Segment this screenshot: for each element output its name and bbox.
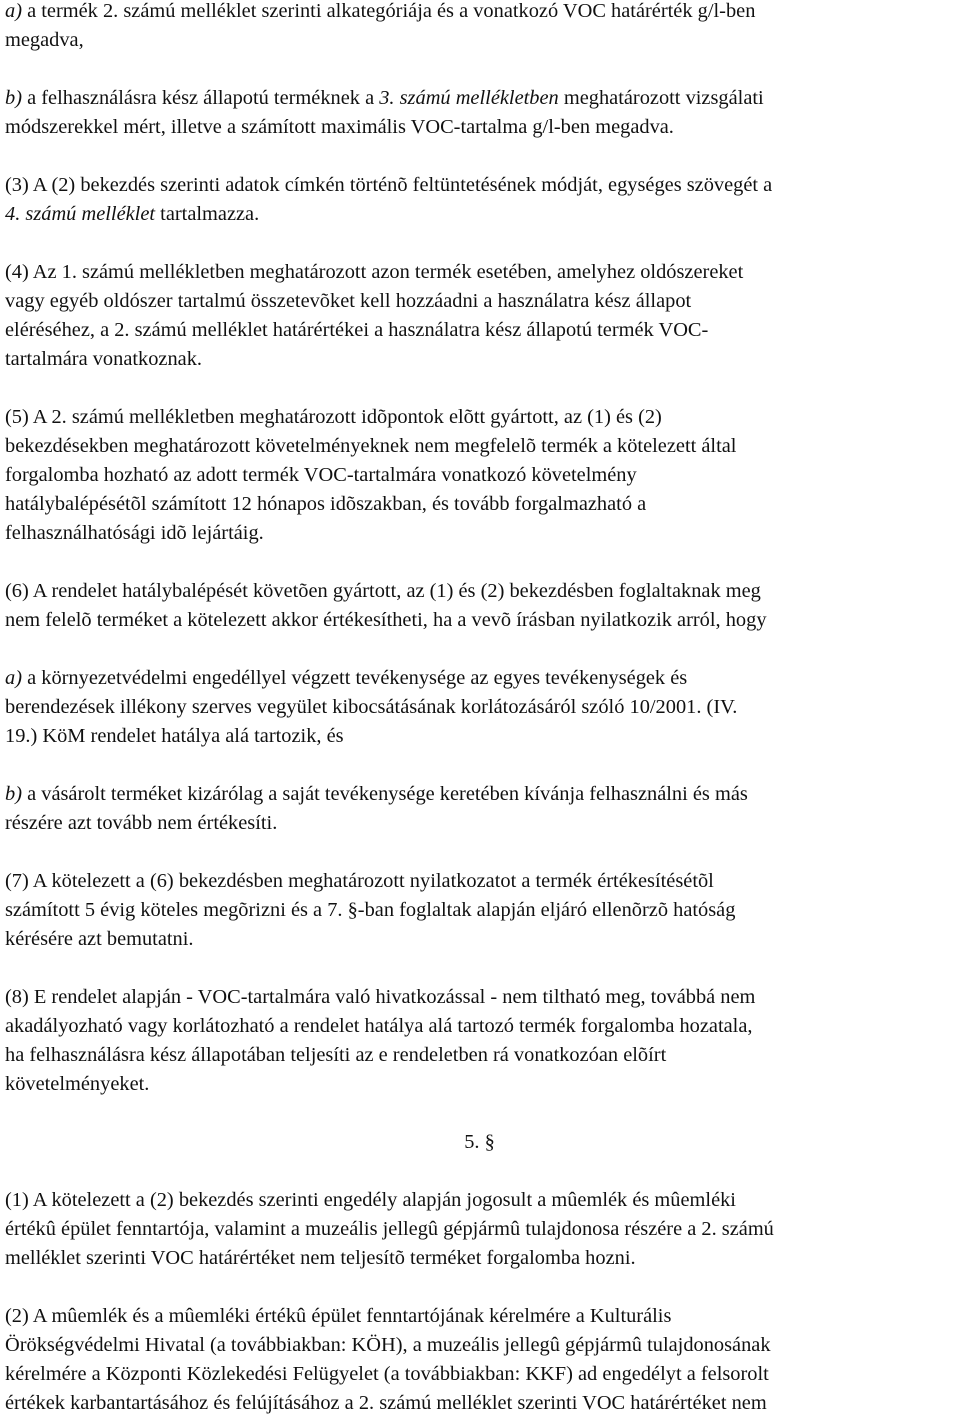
paragraph-4 bbox=[5, 258, 954, 374]
paragraph-3 bbox=[5, 171, 954, 229]
text-line: akadályozható vagy korlátozható a rendelet hatálya alá tartozó termék forgalomba hozatala, bbox=[5, 1015, 753, 1037]
item-marker: b) bbox=[5, 783, 22, 805]
text-line: módszerekkel mért, illetve a számított maximális VOC-tartalma g/l-ben megadva. bbox=[5, 116, 674, 138]
text-line: Örökségvédelmi Hivatal (a továbbiakban: KÖH), a muzeális jellegû gépjármû tulajdonosának bbox=[5, 1334, 771, 1356]
text-line bbox=[5, 780, 954, 809]
text-line: eléréséhez, a 2. számú melléklet határértékei a használatra kész állapotú termék VOC- bbox=[5, 319, 709, 341]
item-marker: b) bbox=[5, 87, 22, 109]
text-line: 19.) KöM rendelet hatálya alá tartozik, és bbox=[5, 725, 344, 747]
text-line bbox=[5, 200, 954, 229]
text-line: (4) Az 1. számú mellékletben meghatározott azon termék esetében, amelyhez oldószereket bbox=[5, 261, 744, 283]
text-line: (8) E rendelet alapján - VOC-tartalmára való hivatkozással - nem tiltható meg, továbbá nem bbox=[5, 986, 756, 1008]
text-line bbox=[5, 0, 954, 26]
text-line: kérelmére a Központi Közlekedési Felügyelet (a továbbiakban: KKF) ad engedélyt a felsorolt bbox=[5, 1363, 769, 1385]
text-span: a környezetvédelmi engedéllyel végzett tevékenysége az egyes tevékenységek és bbox=[22, 667, 688, 689]
text-line: nem felelõ terméket a kötelezett akkor értékesítheti, ha a vevõ írásban nyilatkozik arról, hogy bbox=[5, 609, 767, 631]
text-line: hatálybalépésétõl számított 12 hónapos idõszakban, és tovább forgalmazható a bbox=[5, 493, 647, 515]
paragraph-7 bbox=[5, 867, 954, 954]
paragraph-5-2 bbox=[5, 1302, 954, 1418]
text-line: ha felhasználásra kész állapotában teljesíti az e rendeletben rá vonatkozóan elõírt bbox=[5, 1044, 667, 1066]
paragraph-b-voc-tartalom bbox=[5, 84, 954, 142]
text-line: vagy egyéb oldószer tartalmú összetevõket kell hozzáadni a használatra kész állapot bbox=[5, 290, 692, 312]
paragraph-6a bbox=[5, 664, 954, 751]
text-line: bekezdésekben meghatározott követelményeknek nem megfelelõ termék a kötelezett által bbox=[5, 435, 737, 457]
reference-italic: 4. számú melléklet bbox=[5, 203, 156, 225]
text-span: tartalmazza. bbox=[155, 203, 260, 225]
paragraph-a-alkategoria bbox=[5, 0, 954, 55]
text-span: meghatározott vizsgálati bbox=[558, 87, 764, 109]
text-line: részére azt tovább nem értékesíti. bbox=[5, 812, 278, 834]
text-line bbox=[5, 664, 954, 693]
text-line: forgalomba hozható az adott termék VOC-tartalmára vonatkozó követelmény bbox=[5, 464, 637, 486]
text-line: (6) A rendelet hatálybalépését követõen gyártott, az (1) és (2) bekezdésben foglaltaknak meg bbox=[5, 580, 761, 602]
paragraph-5 bbox=[5, 403, 954, 548]
text-line: értékû épület fenntartója, valamint a muzeális jellegû gépjármû tulajdonosa részére a 2. számú bbox=[5, 1218, 774, 1240]
text-span: a felhasználásra kész állapotú terméknek a bbox=[22, 87, 380, 109]
text-line: (7) A kötelezett a (6) bekezdésben meghatározott nyilatkozatot a termék értékesítésétõl bbox=[5, 870, 714, 892]
text-line: követelményeket. bbox=[5, 1073, 150, 1095]
text-line: kérésére azt bemutatni. bbox=[5, 928, 194, 950]
text-line: értékek karbantartásához és felújításához a 2. számú melléklet szerinti VOC határértéket nem bbox=[5, 1392, 767, 1414]
item-marker: a) bbox=[5, 667, 22, 689]
text-line: (1) A kötelezett a (2) bekezdés szerinti engedély alapján jogosult a mûemlék és mûemléki bbox=[5, 1189, 736, 1211]
paragraph-6b bbox=[5, 780, 954, 838]
reference-italic: 3. számú mellékletben bbox=[379, 87, 559, 109]
text-line: számított 5 évig köteles megõrizni és a 7. §-ban foglaltak alapján eljáró ellenõrzõ hatóság bbox=[5, 899, 736, 921]
paragraph-6 bbox=[5, 577, 954, 635]
text-line: (5) A 2. számú mellékletben meghatározott idõpontok elõtt gyártott, az (1) és (2) bbox=[5, 406, 662, 428]
text-line: (3) A (2) bekezdés szerinti adatok címkén történõ feltüntetésének módját, egységes szövegét a bbox=[5, 174, 773, 196]
text-line: (2) A mûemlék és a mûemléki értékû épület fenntartójának kérelmére a Kulturális bbox=[5, 1305, 672, 1327]
text-span: a vásárolt terméket kizárólag a saját tevékenysége keretében kívánja felhasználni és más bbox=[22, 783, 748, 805]
text-span: a termék 2. számú melléklet szerinti alkategóriája és a vonatkozó VOC határérték g/l-ben bbox=[22, 0, 756, 22]
text-line bbox=[5, 84, 954, 113]
section-heading: 5. § bbox=[464, 1131, 495, 1153]
paragraph-8 bbox=[5, 983, 954, 1099]
text-line: megadva, bbox=[5, 29, 84, 51]
text-line: felhasználhatósági idõ lejártáig. bbox=[5, 522, 264, 544]
item-marker: a) bbox=[5, 0, 22, 22]
text-line: tartalmára vonatkoznak. bbox=[5, 348, 203, 370]
text-line: berendezések illékony szerves vegyület kibocsátásának korlátozásáról szóló 10/2001. (IV. bbox=[5, 696, 738, 718]
text-line: melléklet szerinti VOC határértéket nem teljesítõ terméket forgalomba hozni. bbox=[5, 1247, 636, 1269]
paragraph-5-1 bbox=[5, 1186, 954, 1273]
